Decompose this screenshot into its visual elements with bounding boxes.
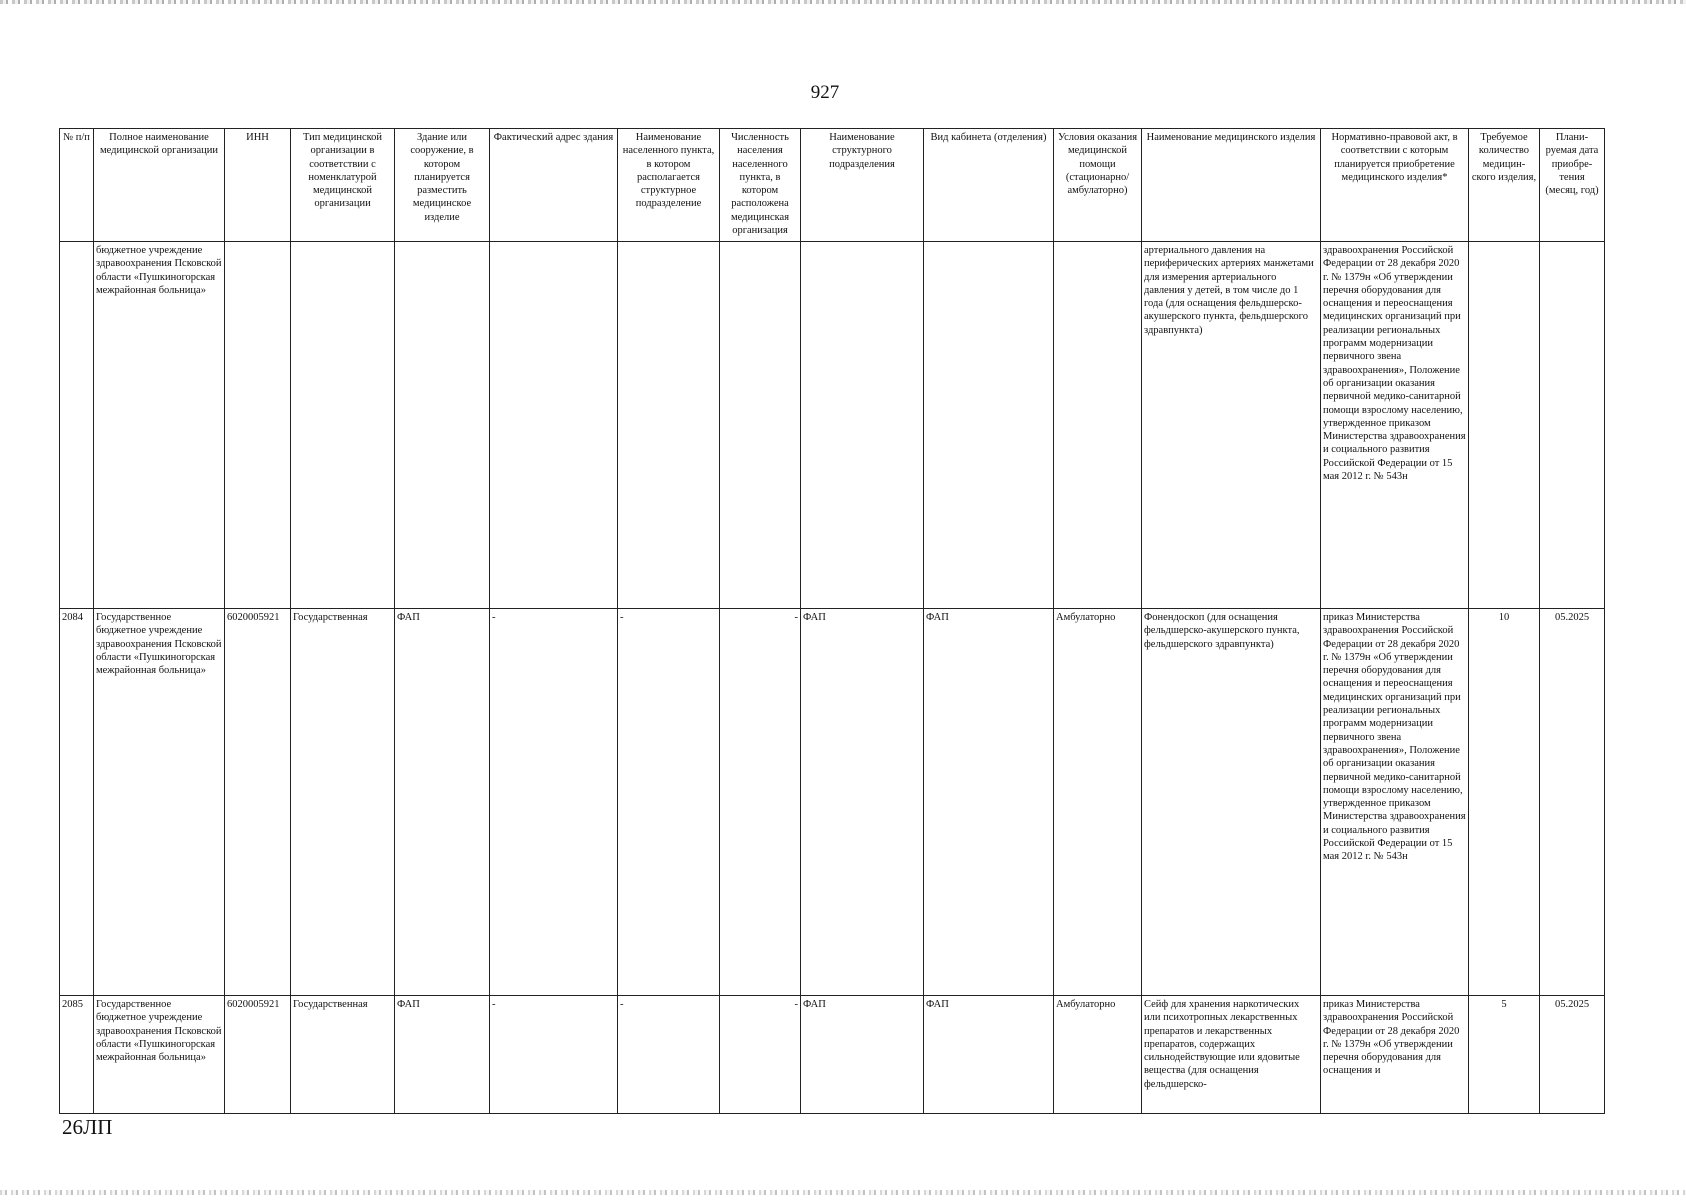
cell-inn (225, 242, 291, 609)
col-header-qty: Требуемое количество медицин-ского изделия, (1469, 129, 1540, 242)
cell-qty (1469, 242, 1540, 609)
table-row (60, 609, 1605, 996)
cell-unit: ФАП (801, 996, 924, 1114)
cell-qty: 10 (1469, 609, 1540, 996)
col-header-conditions: Условия оказания медицинской помощи (стационарно/ амбулаторно) (1054, 129, 1142, 242)
col-header-device: Наименование медицинского изделия (1142, 129, 1321, 242)
cell-population: - (720, 609, 801, 996)
equipment-table (59, 128, 1605, 1114)
cell-inn: 6020005921 (225, 996, 291, 1114)
cell-conditions (1054, 242, 1142, 609)
cell-date (1540, 242, 1605, 609)
cell-conditions: Амбулаторно (1054, 609, 1142, 996)
cell-locality: - (618, 609, 720, 996)
cell-date: 05.2025 (1540, 609, 1605, 996)
scan-edge-bottom (0, 1190, 1686, 1195)
cell-org: Государственное бюджетное учреждение здравоохранения Псковской области «Пушкиногорская межрайонная больница» (94, 609, 225, 996)
cell-unit (801, 242, 924, 609)
col-header-org: Полное наименование медицинской организации (94, 129, 225, 242)
cell-qty: 5 (1469, 996, 1540, 1114)
footer-code: 26ЛП (62, 1115, 113, 1139)
cell-address: - (490, 996, 618, 1114)
cell-locality: - (618, 996, 720, 1114)
col-header-building: Здание или сооружение, в котором планируется разместить медицинское изделие (395, 129, 490, 242)
cell-type (291, 242, 395, 609)
table-row (60, 242, 1605, 609)
cell-cabinet: ФАП (924, 609, 1054, 996)
col-header-num: № п/п (60, 129, 94, 242)
cell-act: приказ Министерства здравоохранения Российской Федерации от 28 декабря 2020 г. № 1379н «Об утверждении перечня оборудования для оснащения и переоснащения медицинских организаций при реализации региональных программ модернизации первичного звена здравоохранения», Положение об организации оказания первичной медико-санитарной помощи взрослому населению, утвержденное приказом Министерства здравоохранения и социального развития Российской Федерации от 15 мая 2012 г. № 543н (1321, 609, 1469, 996)
cell-building (395, 242, 490, 609)
cell-device: артериального давления на периферических артериях манжетами для измерения артериального давления у детей, в том числе до 1 года (для оснащения фельдшерско-акушерского пункта, фельдшерского здравпункта) (1142, 242, 1321, 609)
cell-date: 05.2025 (1540, 996, 1605, 1114)
col-header-inn: ИНН (225, 129, 291, 242)
cell-conditions: Амбулаторно (1054, 996, 1142, 1114)
cell-type: Государственная (291, 609, 395, 996)
col-header-act: Нормативно-правовой акт, в соответствии с которым планируется приобретение медицинского изделия* (1321, 129, 1469, 242)
cell-num: 2084 (60, 609, 94, 996)
table-header-row (60, 129, 1605, 242)
col-header-population: Численность населения населенного пункта, в котором расположена медицинская организация (720, 129, 801, 242)
cell-act: приказ Министерства здравоохранения Российской Федерации от 28 декабря 2020 г. № 1379н «Об утверждении перечня оборудования для оснащения и (1321, 996, 1469, 1114)
col-header-locality: Наименование населенного пункта, в котором располагается структурное подразделение (618, 129, 720, 242)
page-number: 927 (810, 82, 840, 103)
cell-inn: 6020005921 (225, 609, 291, 996)
cell-device: Сейф для хранения наркотических или психотропных лекарственных препаратов и лекарственных препаратов, содержащих сильнодействующие или ядовитые вещества (для оснащения фельдшерско- (1142, 996, 1321, 1114)
cell-device: Фонендоскоп (для оснащения фельдшерско-акушерского пункта, фельдшерского здравпункта) (1142, 609, 1321, 996)
cell-building: ФАП (395, 996, 490, 1114)
cell-org: бюджетное учреждение здравоохранения Псковской области «Пушкиногорская межрайонная больница» (94, 242, 225, 609)
cell-locality (618, 242, 720, 609)
scan-edge-top (0, 0, 1686, 4)
col-header-cabinet: Вид кабинета (отделения) (924, 129, 1054, 242)
col-header-unit: Наименование структурного подразделения (801, 129, 924, 242)
cell-cabinet (924, 242, 1054, 609)
cell-type: Государственная (291, 996, 395, 1114)
cell-population: - (720, 996, 801, 1114)
cell-num (60, 242, 94, 609)
cell-unit: ФАП (801, 609, 924, 996)
cell-population (720, 242, 801, 609)
cell-address: - (490, 609, 618, 996)
cell-address (490, 242, 618, 609)
cell-building: ФАП (395, 609, 490, 996)
cell-org: Государственное бюджетное учреждение здравоохранения Псковской области «Пушкиногорская межрайонная больница» (94, 996, 225, 1114)
cell-cabinet: ФАП (924, 996, 1054, 1114)
col-header-type: Тип медицинской организации в соответствии с номенклатурой медицинской организации (291, 129, 395, 242)
table-row (60, 996, 1605, 1114)
cell-act: здравоохранения Российской Федерации от 28 декабря 2020 г. № 1379н «Об утверждении перечня оборудования для оснащения и переоснащения медицинских организаций при реализации региональных программ модернизации первичного звена здравоохранения», Положение об организации оказания первичной медико-санитарной помощи взрослому населению, утвержденное приказом Министерства здравоохранения и социального развития Российской Федерации от 15 мая 2012 г. № 543н (1321, 242, 1469, 609)
col-header-date: Плани-руемая дата приобре-тения (месяц, год) (1540, 129, 1605, 242)
cell-num: 2085 (60, 996, 94, 1114)
col-header-address: Фактический адрес здания (490, 129, 618, 242)
